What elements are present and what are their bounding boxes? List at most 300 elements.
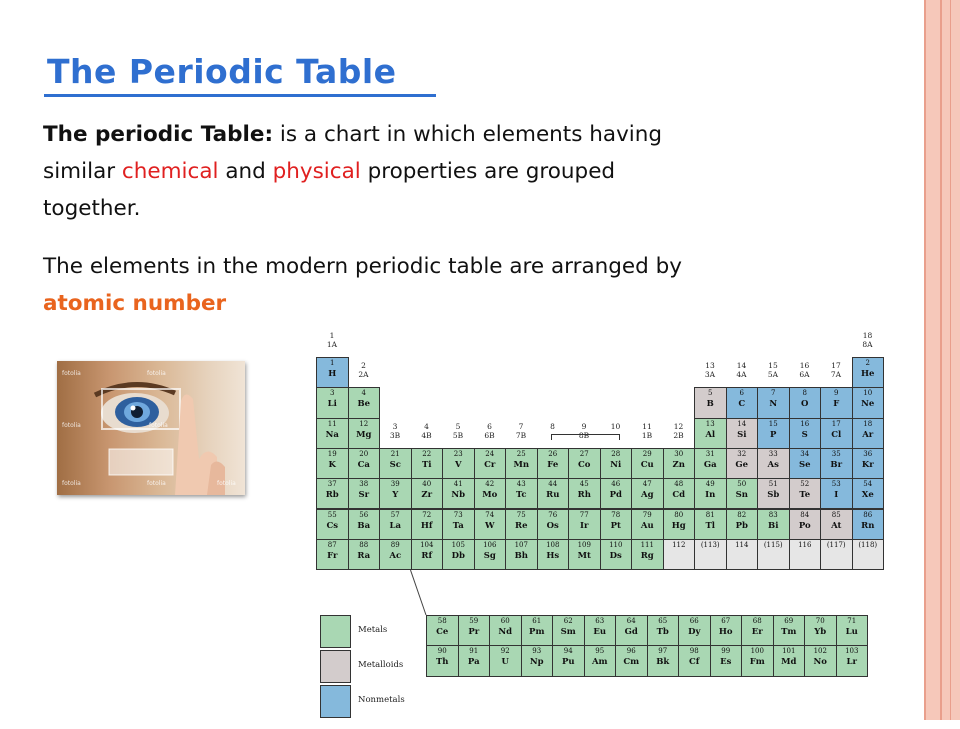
atomic-number: 74: [485, 510, 495, 519]
atomic-number: 34: [800, 449, 810, 458]
element-symbol: Tb: [656, 627, 669, 637]
element-cell: [474, 539, 507, 570]
element-cell: [757, 509, 790, 540]
group-header: 4 4B: [421, 421, 432, 440]
atomic-number: 86: [863, 510, 873, 519]
atomic-number: 2: [865, 359, 870, 367]
element-cell: [348, 539, 381, 570]
lanthanide-cell: [552, 615, 585, 646]
atomic-number: 102: [813, 647, 827, 656]
element-cell: [600, 509, 633, 540]
element-symbol: Bi: [768, 520, 779, 531]
atomic-number: 68: [752, 617, 762, 625]
lanthanide-cell: [426, 615, 459, 646]
element-cell: [820, 448, 853, 479]
element-symbol: F: [833, 399, 840, 410]
atomic-number: 53: [831, 480, 841, 489]
lanthanide-cell: [647, 615, 680, 646]
element-cell: [789, 448, 822, 479]
element-symbol: P: [770, 429, 777, 440]
atomic-number: 77: [579, 510, 589, 519]
atomic-number: 62: [563, 617, 573, 625]
atomic-number: 10: [863, 389, 873, 398]
element-symbol: Zn: [672, 459, 685, 470]
element-cell: [411, 448, 444, 479]
element-symbol: Ra: [357, 550, 371, 561]
element-symbol: Rh: [577, 490, 591, 501]
atomic-number: 112: [672, 540, 686, 549]
element-symbol: Ta: [452, 520, 464, 531]
element-cell: [726, 448, 759, 479]
atomic-number: 65: [658, 617, 668, 625]
atomic-number: 93: [532, 647, 542, 656]
element-cell: [726, 509, 759, 540]
actinide-cell: [458, 645, 491, 676]
element-symbol: W: [484, 520, 495, 531]
element-symbol: Ba: [357, 520, 371, 531]
atomic-number: 19: [327, 449, 337, 458]
element-cell: [631, 478, 664, 509]
element-cell: [505, 509, 538, 540]
element-symbol: K: [328, 459, 336, 470]
lanthanide-cell: [741, 615, 774, 646]
element-symbol: Tm: [781, 627, 797, 637]
atomic-number: 17: [831, 419, 841, 428]
atomic-number: 80: [674, 510, 684, 519]
element-cell: [537, 478, 570, 509]
atomic-number: 32: [737, 449, 747, 458]
element-symbol: Br: [830, 459, 843, 470]
atomic-number: 24: [485, 449, 495, 458]
element-symbol: Rb: [325, 490, 339, 501]
atomic-number: 71: [847, 617, 857, 625]
element-symbol: Am: [591, 657, 608, 668]
element-cell: [726, 387, 759, 418]
element-symbol: Pr: [468, 627, 480, 637]
element-cell: [789, 418, 822, 449]
element-cell: [505, 448, 538, 479]
element-symbol: Bk: [656, 657, 670, 668]
atomic-number: 69: [784, 617, 794, 625]
element-cell: [442, 478, 475, 509]
photo-watermark: fotolia: [62, 480, 81, 487]
atomic-number: 43: [516, 480, 526, 489]
element-cell: [316, 509, 349, 540]
element-symbol: Np: [529, 657, 544, 668]
element-cell: [820, 418, 853, 449]
atomic-number: 16: [800, 419, 810, 428]
element-symbol: Gd: [624, 627, 638, 637]
right-decor-line: [924, 0, 926, 720]
atomic-number: 76: [548, 510, 558, 519]
atomic-number: 61: [532, 617, 542, 625]
atomic-number: 50: [737, 480, 747, 489]
element-symbol: Ar: [862, 429, 874, 440]
element-symbol: Ge: [735, 459, 749, 470]
element-symbol: Ni: [610, 459, 622, 470]
element-symbol: Lr: [846, 657, 857, 668]
element-symbol: Cs: [326, 520, 339, 531]
element-cell: [694, 478, 727, 509]
atomic-number: 85: [831, 510, 841, 519]
lanthanide-cell: [804, 615, 837, 646]
element-cell: [316, 418, 349, 449]
group-header: 15 5A: [767, 361, 779, 380]
element-cell: [757, 418, 790, 449]
element-symbol: Yb: [814, 627, 827, 637]
group-header: 18 8A: [862, 331, 873, 349]
photo-watermark: fotolia: [62, 422, 81, 429]
element-symbol: Sc: [389, 459, 401, 470]
element-cell: [631, 539, 664, 570]
element-cell: [568, 478, 601, 509]
element-symbol: Sb: [767, 490, 780, 501]
element-cell: [568, 539, 601, 570]
element-symbol: Ce: [436, 627, 449, 637]
actinide-cell: [426, 645, 459, 676]
right-decor-band: [926, 0, 960, 720]
atomic-number: 25: [516, 449, 526, 458]
atomic-number: 109: [577, 540, 591, 549]
element-cell: [789, 509, 822, 540]
atomic-number: 22: [422, 449, 432, 458]
atomic-number: 35: [831, 449, 841, 458]
element-cell: [757, 539, 790, 570]
element-symbol: H: [328, 369, 337, 379]
element-symbol: Fr: [327, 550, 338, 561]
emphasis-chemical: chemical: [121, 159, 219, 184]
element-symbol: Es: [720, 657, 732, 668]
element-cell: [411, 478, 444, 509]
element-symbol: S: [801, 429, 808, 440]
element-cell: [694, 387, 727, 418]
element-symbol: As: [767, 459, 779, 470]
lanthanide-cell: [458, 615, 491, 646]
atomic-number: 107: [514, 540, 528, 549]
element-symbol: Db: [451, 550, 465, 561]
group-header: 13 3A: [704, 361, 716, 380]
element-cell: [568, 448, 601, 479]
element-cell: [852, 509, 885, 540]
group-header: 12 2B: [673, 421, 684, 440]
element-symbol: Pm: [529, 627, 545, 637]
element-cell: [379, 509, 412, 540]
atomic-number: 72: [422, 510, 432, 519]
atomic-number: 15: [768, 419, 778, 428]
actinide-cell: [710, 645, 743, 676]
element-cell: [474, 509, 507, 540]
lanthanide-cell: [836, 615, 869, 646]
photo-watermark: fotolia: [147, 370, 166, 377]
atomic-number: 87: [327, 540, 337, 549]
atomic-number: 1: [330, 359, 335, 367]
group-header: 14 4A: [736, 361, 747, 380]
atomic-number: 30: [674, 449, 684, 458]
atomic-number: 78: [611, 510, 621, 519]
element-symbol: Dy: [688, 627, 701, 637]
atomic-number: 21: [390, 449, 400, 458]
element-cell: [379, 539, 412, 570]
element-cell: [789, 387, 822, 418]
definition-term: The periodic Table:: [43, 122, 274, 147]
element-symbol: No: [813, 657, 827, 668]
atomic-number: 81: [705, 510, 715, 519]
element-cell: [757, 448, 790, 479]
element-cell: [663, 509, 696, 540]
element-cell: [316, 539, 349, 570]
atomic-number: 70: [815, 617, 825, 625]
actinide-cell: [584, 645, 617, 676]
photo-watermark: fotolia: [149, 422, 168, 429]
atomic-number: 7: [771, 389, 776, 398]
element-symbol: Eu: [593, 627, 607, 637]
element-symbol: Md: [781, 657, 797, 668]
element-symbol: Cd: [672, 490, 686, 501]
element-cell: [411, 539, 444, 570]
atomic-number: 75: [516, 510, 526, 519]
atomic-number: 3: [330, 389, 335, 398]
element-cell: [442, 509, 475, 540]
atomic-number: 13: [705, 419, 715, 428]
atomic-number: 111: [640, 540, 654, 549]
actinide-cell: [773, 645, 806, 676]
element-symbol: Rn: [861, 520, 875, 531]
element-cell: [379, 448, 412, 479]
atomic-number: 94: [563, 647, 573, 656]
atomic-number: 41: [453, 480, 463, 489]
atomic-number: 90: [437, 647, 447, 656]
atomic-number: 12: [359, 419, 369, 428]
atomic-number: 88: [359, 540, 369, 549]
element-symbol: Ir: [580, 520, 589, 531]
atomic-number: 101: [782, 647, 796, 656]
element-symbol: Au: [640, 520, 654, 531]
atomic-number: 33: [768, 449, 778, 458]
element-symbol: Re: [515, 520, 528, 531]
atomic-number: 48: [674, 480, 684, 489]
right-decor-line: [940, 0, 942, 720]
definition-text: and: [218, 159, 273, 184]
atomic-number: 8: [802, 389, 807, 398]
atomic-number: 55: [327, 510, 337, 519]
eye-touch-illustration: [57, 361, 245, 495]
atomic-number: 98: [689, 647, 699, 656]
group-header: 2 2A: [358, 361, 369, 380]
legend-label: Metalloids: [358, 660, 404, 670]
legend-label: Metals: [358, 625, 388, 635]
element-cell: [852, 478, 885, 509]
actinide-cell: [615, 645, 648, 676]
element-symbol: Sn: [735, 490, 748, 501]
atomic-number: 116: [798, 540, 812, 549]
atomic-number: (117): [826, 540, 846, 549]
element-cell: [348, 418, 381, 449]
definition-text: is a chart in which elements having: [273, 122, 663, 147]
element-symbol: U: [501, 657, 509, 668]
definition-line-2: [43, 154, 615, 190]
atomic-number: 105: [451, 540, 465, 549]
definition-line-1: [43, 117, 662, 153]
atomic-number: 108: [546, 540, 560, 549]
atomic-number: 9: [834, 389, 839, 398]
element-symbol: N: [769, 399, 778, 410]
element-symbol: Mn: [513, 459, 530, 470]
atomic-number: 84: [800, 510, 810, 519]
atomic-number: 57: [390, 510, 400, 519]
element-symbol: Hf: [420, 520, 433, 531]
element-symbol: Sm: [560, 627, 576, 637]
slide-title: The Periodic Table: [47, 52, 397, 91]
atomic-number: 20: [359, 449, 369, 458]
element-symbol: Pa: [467, 657, 480, 668]
element-symbol: Rg: [640, 550, 654, 561]
photo-watermark: fotolia: [217, 480, 236, 487]
atomic-number: 114: [735, 540, 749, 549]
atomic-number: 49: [705, 480, 715, 489]
atomic-number: 83: [768, 510, 778, 519]
atomic-number: 82: [737, 510, 747, 519]
element-cell: [316, 448, 349, 479]
actinide-cell: [836, 645, 869, 676]
atomic-number: 6: [739, 389, 744, 398]
actinide-cell: [678, 645, 711, 676]
atomic-number: 18: [863, 419, 873, 428]
actinide-cell: [521, 645, 554, 676]
legend-swatch-metals: [320, 615, 351, 648]
element-symbol: Ti: [421, 459, 432, 470]
actinide-cell: [647, 645, 680, 676]
element-cell: [442, 539, 475, 570]
element-cell: [726, 418, 759, 449]
element-symbol: Tl: [705, 520, 716, 531]
group-header: 8: [550, 421, 555, 431]
group-header: 10: [610, 421, 621, 431]
photo-watermark: fotolia: [62, 370, 81, 377]
element-cell: [694, 448, 727, 479]
element-symbol: Pd: [609, 490, 622, 501]
actinide-cell: [741, 645, 774, 676]
element-cell: [694, 539, 727, 570]
legend-swatch-nonmetals: [320, 685, 351, 718]
element-cell: [852, 539, 885, 570]
element-symbol: Fe: [547, 459, 559, 470]
atomic-number: 104: [420, 540, 434, 549]
lanthanide-cell: [773, 615, 806, 646]
group-header: 3 3B: [389, 421, 401, 440]
element-symbol: O: [801, 399, 809, 410]
atomic-number: 63: [595, 617, 605, 625]
element-cell: [852, 418, 885, 449]
atomic-number: 40: [422, 480, 432, 489]
atomic-number: 95: [595, 647, 605, 656]
element-symbol: Co: [578, 459, 591, 470]
actinide-cell: [552, 645, 585, 676]
lanthanide-cell: [489, 615, 522, 646]
element-symbol: Pt: [610, 520, 621, 531]
atomic-number: 5: [708, 389, 713, 398]
lanthanide-cell: [615, 615, 648, 646]
atomic-number: 96: [626, 647, 636, 656]
element-symbol: Os: [546, 520, 559, 531]
atomic-number: 14: [737, 419, 747, 428]
element-cell: [379, 478, 412, 509]
actinide-cell: [489, 645, 522, 676]
element-cell: [348, 478, 381, 509]
element-symbol: Cu: [640, 459, 654, 470]
definition-line-3: together.: [43, 196, 141, 221]
atomic-number: 91: [469, 647, 479, 656]
element-cell: [852, 357, 885, 388]
lanthanide-cell: [710, 615, 743, 646]
element-cell: [694, 418, 727, 449]
element-symbol: Tc: [515, 490, 527, 501]
atomic-number: 110: [609, 540, 623, 549]
element-cell: [757, 387, 790, 418]
atomic-number: 89: [390, 540, 400, 549]
atomic-number: 38: [359, 480, 369, 489]
element-cell: [442, 448, 475, 479]
atomic-number: 52: [800, 480, 810, 489]
element-symbol: Xe: [861, 490, 874, 501]
group-8b-bracket: [551, 434, 620, 440]
element-symbol: Nb: [451, 490, 466, 501]
element-symbol: Se: [798, 459, 811, 470]
element-symbol: Ca: [357, 459, 370, 470]
element-cell: [537, 448, 570, 479]
element-symbol: Y: [392, 490, 399, 501]
element-symbol: Cl: [831, 429, 842, 440]
atomic-number: 4: [361, 389, 366, 398]
atomic-number: 100: [750, 647, 764, 656]
atomic-number: 97: [658, 647, 668, 656]
atomic-number: (115): [763, 540, 783, 549]
element-cell: [852, 448, 885, 479]
group-header: 7 7B: [515, 421, 527, 440]
element-cell: [537, 539, 570, 570]
element-symbol: Si: [737, 429, 747, 440]
element-symbol: At: [831, 520, 842, 531]
element-cell: [505, 478, 538, 509]
element-cell: [600, 478, 633, 509]
element-symbol: Er: [751, 627, 763, 637]
element-symbol: He: [861, 369, 875, 379]
element-cell: [757, 478, 790, 509]
atomic-number: 56: [359, 510, 369, 519]
element-symbol: In: [705, 490, 716, 501]
legend-label: Nonmetals: [358, 695, 405, 705]
element-symbol: Rf: [421, 550, 433, 561]
element-cell: [316, 478, 349, 509]
group-header: 1 1A: [326, 331, 338, 349]
emphasis-physical: physical: [272, 159, 361, 184]
atomic-number: 73: [453, 510, 463, 519]
element-symbol: Zr: [421, 490, 433, 501]
element-cell: [726, 478, 759, 509]
group-header: 17 7A: [830, 361, 842, 380]
element-symbol: Pu: [561, 657, 575, 668]
element-cell: [537, 509, 570, 540]
element-cell: [600, 539, 633, 570]
element-symbol: Li: [327, 399, 337, 410]
actinide-cell: [804, 645, 837, 676]
element-symbol: C: [738, 399, 746, 410]
element-symbol: Mt: [577, 550, 591, 561]
element-symbol: Al: [705, 429, 716, 440]
element-cell: [316, 357, 349, 388]
atomic-number: 39: [390, 480, 400, 489]
atomic-number: 64: [626, 617, 636, 625]
atomic-number: 106: [483, 540, 497, 549]
